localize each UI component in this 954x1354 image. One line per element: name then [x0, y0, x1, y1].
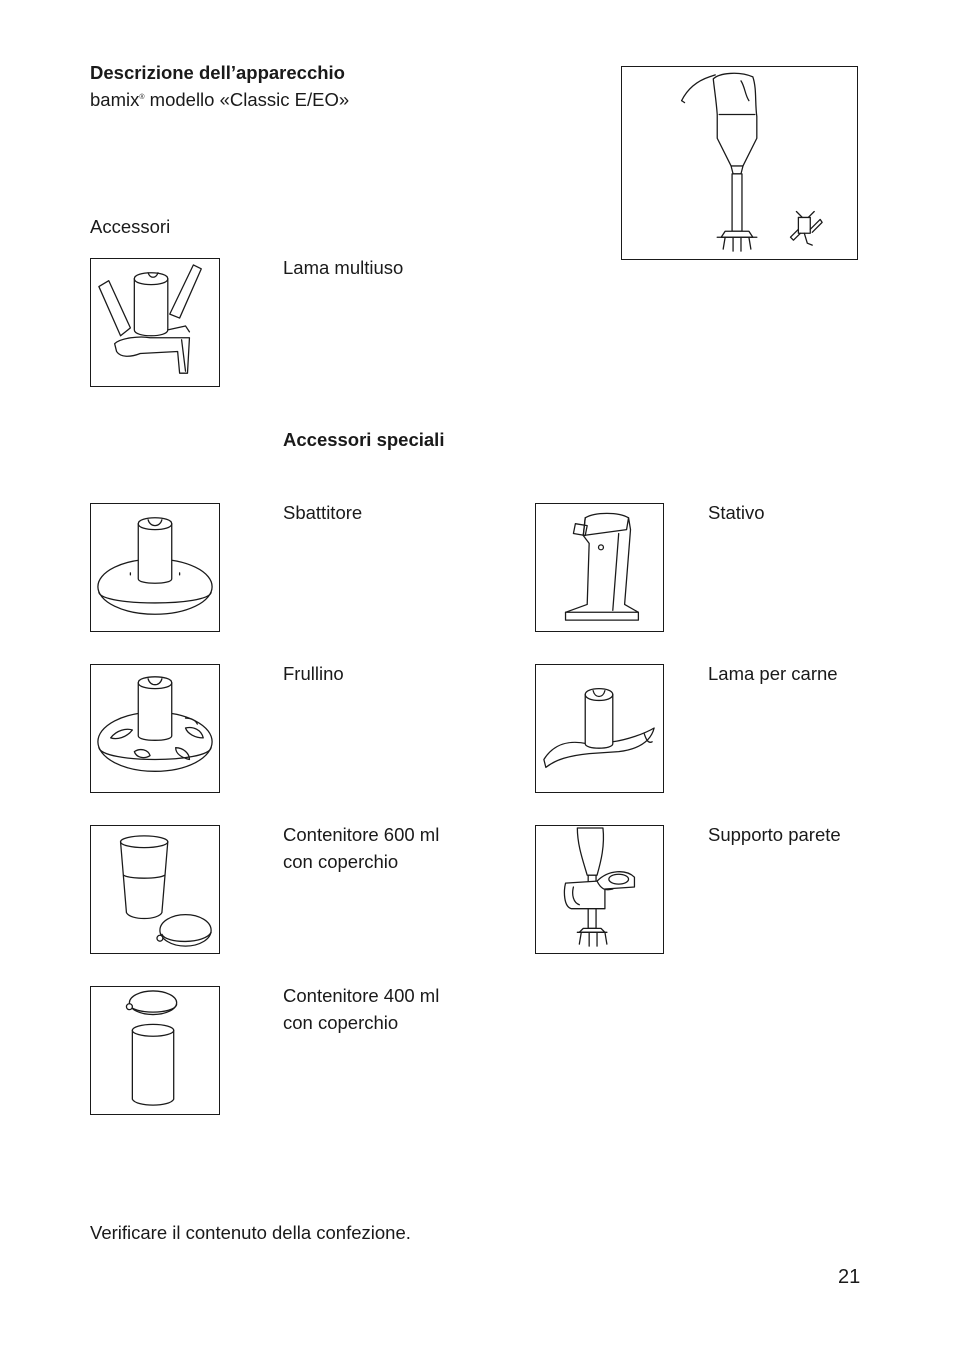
hand-blender-icon [622, 67, 857, 259]
whisk-disc-icon [91, 665, 219, 792]
wall-holder-image [535, 825, 664, 954]
multi-purpose-blade-icon [91, 259, 219, 386]
meat-blade-image [535, 664, 664, 793]
multi-purpose-blade-image [90, 258, 220, 387]
appliance-illustration [621, 66, 858, 260]
section-accessori-speciali: Accessori speciali [283, 429, 445, 450]
wall-holder-icon [536, 826, 663, 953]
meat-blade-icon [536, 665, 663, 792]
beater-disc-image [90, 503, 220, 632]
footer-note: Verificare il contenuto della confezione. [90, 1222, 411, 1243]
label-stativo: Stativo [708, 502, 765, 523]
beaker-600-image [90, 825, 220, 954]
label-lama-per-carne: Lama per carne [708, 663, 838, 684]
model-subtitle [90, 89, 349, 111]
page-title: Descrizione dell’apparecchio [90, 62, 345, 83]
label-frullino: Frullino [283, 663, 344, 684]
registered-mark: ® [139, 93, 145, 101]
label-contenitore-400: Contenitore 400 ml con coperchio [283, 985, 440, 1033]
label-contenitore-600: Contenitore 600 ml con coperchio [283, 824, 440, 872]
beaker-600-icon [91, 826, 219, 953]
whisk-disc-image [90, 664, 220, 793]
label-sbattitore: Sbattitore [283, 502, 363, 523]
label-supporto-parete: Supporto parete [708, 824, 841, 845]
page-number: 21 [838, 1266, 861, 1288]
beaker-400-icon [91, 987, 219, 1114]
stand-image [535, 503, 664, 632]
model-name: modello «Classic E/EO» [149, 89, 350, 110]
brand-name: bamix [90, 89, 140, 110]
stand-icon [536, 504, 663, 631]
beater-disc-icon [91, 504, 219, 631]
section-accessori: Accessori [90, 216, 171, 237]
beaker-400-image [90, 986, 220, 1115]
label-lama-multiuso: Lama multiuso [283, 257, 404, 278]
